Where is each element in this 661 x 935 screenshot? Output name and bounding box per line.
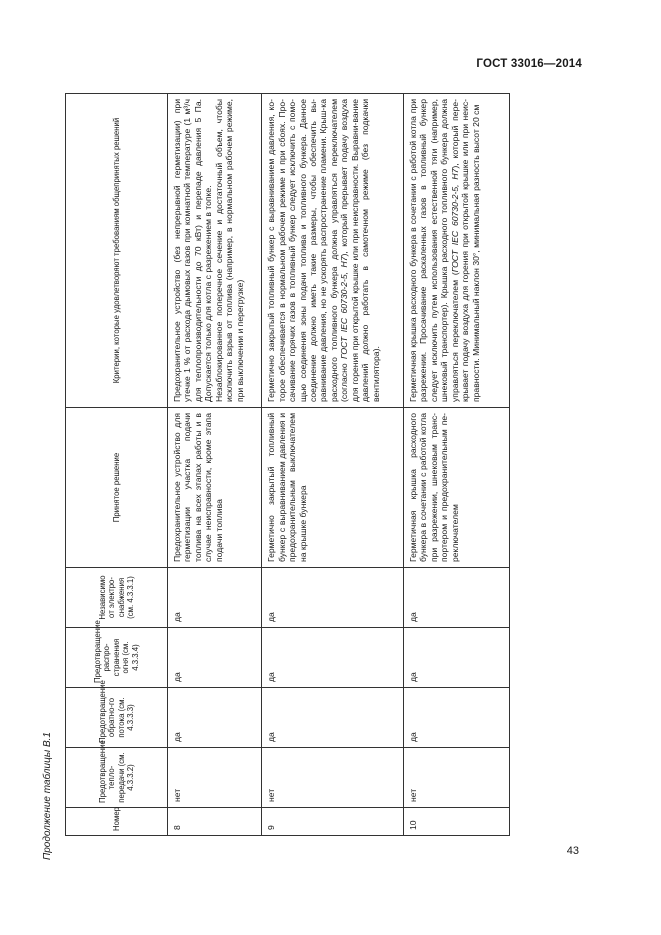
criteria-text: ), который пере-крывает подачу воздуха для горения при открытой крышке или при неис-правности. Минимальный наклон 30°, минимальная разность высот 20 см [449,99,481,402]
column-header-decision: Принятое решение [66,408,168,568]
standard-reference: ГОСТ IEC 60730-2-5, H7 [339,256,350,359]
backflow-value: да [266,732,277,742]
column-header-fire: Предотвращение распро-странения огня (см. 4.3.3.4) [66,628,168,688]
heat-value: нет [407,788,418,802]
table-rotated [65,94,510,836]
table-row [403,94,509,836]
criteria-text: Герметично закрытый топливный бункер с выравниванием давления, ко-торое обеспечивается в нормальном рабочем режиме и при сбоях. Про-сачивание горячих газов в топливный бункер следует исключить с помо-щью соединения зоны подачи топлива и топливного бункера. Данное соединение должно иметь такие размеры, чтобы обеспечить вы-равнивание давления, но не ускорять распространение пламени. Крыш-ка расходного топливного бункера должна управляться переключателем (согласно [266,99,350,402]
column-header-criteria: Критерии, которые удовлетворяют требованиям общепринятых решений [66,94,168,408]
page-number: 43 [566,845,579,857]
criteria-cell [262,94,404,408]
power-value: да [172,612,182,622]
table-caption: Продолжение таблицы В.1 [42,732,53,860]
column-header-heat: Предотвращение тепло-передачи (см. 4.3.3.2) [66,748,168,808]
table-row [168,94,262,836]
standard-designation: ГОСТ 33016—2014 [476,58,582,70]
criteria-cell [403,94,509,408]
backflow-value: да [407,732,418,742]
heat-value: нет [266,788,277,802]
criteria-table [65,93,510,836]
row-number: 8 [172,825,182,830]
table-header-row [66,94,168,836]
criteria-text: ), который прерывает подачу воздуха для горения при открытой крышке или при неисправности. Выравни-вание давлений должно работать в самотечном режиме (без подкачки вентилятора). [339,99,381,402]
decision-cell: Герметичная крышка расходного бункера в сочетании с работой котла при разрежении, шнековым транс-портером и предохранительным пе-реключателем [403,408,509,568]
standard-reference: ГОСТ IEC 60730-2-5, H7 [449,168,460,273]
table-rotated-frame [65,94,510,836]
criteria-cell [168,94,262,408]
table-row [262,94,404,836]
fire-value: да [172,672,182,682]
row-number: 10 [407,820,418,830]
backflow-value: да [172,732,182,742]
power-value: да [407,612,418,622]
criteria-text: Герметичная крышка расходного бункера в сочетании с работой котла при разрежении. Просачивание раскаленных газов в топливный бункер следует исключить путем использования естественной тяги (например, шнековый транспортер). Крышка расходного топливного бункера должна управляться переключателем ( [407,99,460,402]
decision-cell: Предохранительное устройство для герметизации участка подачи топлива на всех этапах работы и в случае неисправности, кроме этапа подачи топлива [168,408,262,568]
fire-value: да [266,672,277,682]
criteria-paragraph: Предохранительное устройство (без непрерывной герметизации) при утечке 1 % от расхода дымовых газов при комнатной температуре (1 м³/ч для теплопроизводительности до 70 кВт) и перепаде давления 5 Па. Допускается только для котла с разрежением в топке. [172,99,214,402]
column-header-number: Номер [66,808,168,836]
heat-value: нет [172,788,182,802]
fire-value: да [407,672,418,682]
decision-cell: Герметично закрытый топливный бункер с выравниванием давления и предохранительным выключателем на крышке бункера [262,408,404,568]
column-header-power: Независимо от электро-снабжения (см. 4.3.3.1) [66,568,168,628]
table-caption-wrap [42,720,54,860]
row-number: 9 [266,825,277,830]
power-value: да [266,612,277,622]
column-header-backflow: Предотвращение обратно-го потока (см. 4.3.3.3) [66,688,168,748]
criteria-paragraph: Незаблокированное поперечное сечение и достаточный объем, чтобы исключить взрыв от топлива (например, в нормальном рабочем режиме, при выключении и перегрузке) [213,99,245,402]
